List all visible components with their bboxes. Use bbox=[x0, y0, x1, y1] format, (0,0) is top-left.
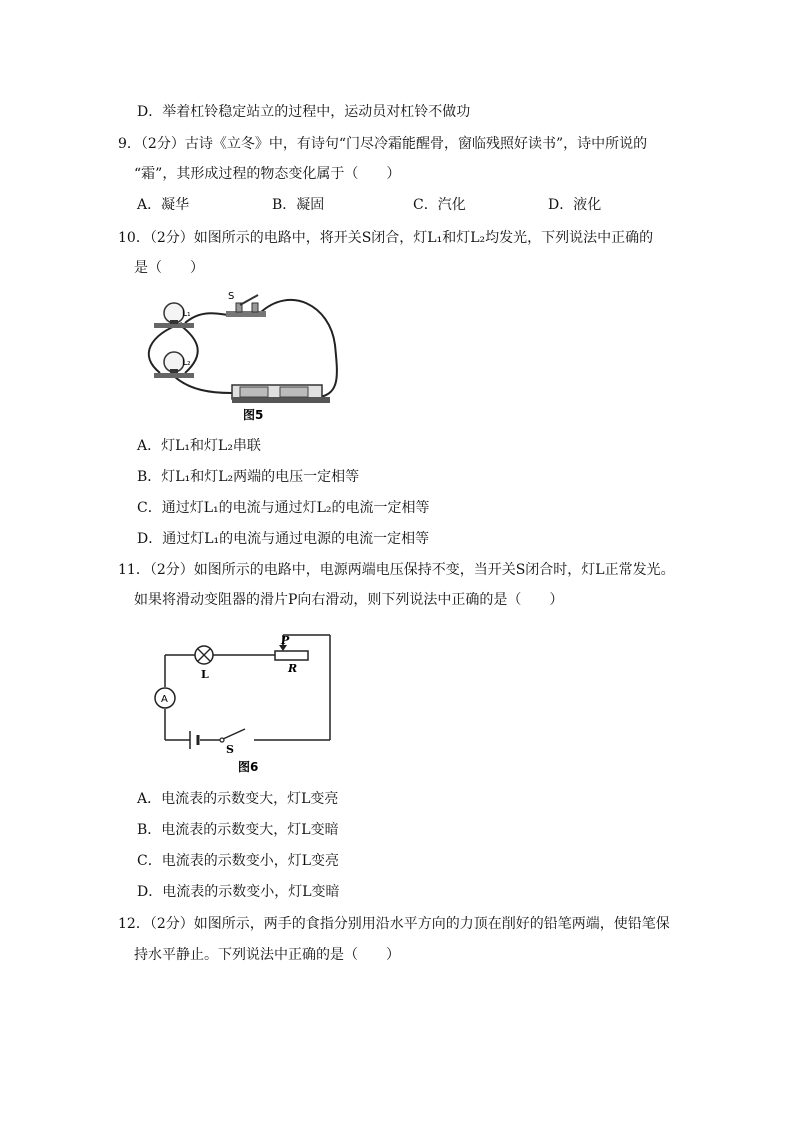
q10-option-c: C．通过灯L₁的电流与通过灯L₂的电流一定相等 bbox=[137, 500, 430, 516]
q10-option-d: D．通过灯L₁的电流与通过电源的电流一定相等 bbox=[137, 531, 430, 547]
q10-stem-line1: 10．（2分）如图所示的电路中，将开关S闭合，灯L₁和灯L₂均发光，下列说法中正确的 bbox=[118, 230, 654, 246]
figure-5-label-s: S bbox=[228, 291, 235, 302]
figure-6-label-p: P bbox=[281, 634, 290, 647]
q11-stem-line2: 如果将滑动变阻器的滑片P向右滑动，则下列说法中正确的是（ ） bbox=[134, 592, 564, 608]
q12-stem-line1: 12．（2分）如图所示，两手的食指分别用沿水平方向的力顶在削好的铅笔两端，使铅笔保 bbox=[118, 916, 670, 932]
figure-6-label-l: L bbox=[201, 668, 209, 681]
figure-5-label-l1: L₁ bbox=[182, 309, 191, 319]
figure-6-label-a: A bbox=[161, 694, 168, 705]
q10-stem-line2: 是（ ） bbox=[134, 260, 204, 276]
q11-option-d: D．电流表的示数变小，灯L变暗 bbox=[137, 884, 340, 900]
figure-5-caption: 图5 bbox=[243, 408, 264, 422]
q11-stem-line1: 11．（2分）如图所示的电路中，电源两端电压保持不变，当开关S闭合时，灯L正常发光。 bbox=[118, 562, 675, 578]
switch-s-base bbox=[226, 311, 266, 317]
figure-6-label-r: R bbox=[288, 662, 298, 675]
q10-option-b: B．灯L₁和灯L₂两端的电压一定相等 bbox=[137, 469, 360, 485]
figure-5-parallel-circuit bbox=[140, 285, 345, 425]
q11-option-a: A．电流表的示数变大，灯L变亮 bbox=[137, 791, 339, 807]
q9-option-b: B．凝固 bbox=[272, 197, 325, 213]
figure-5-label-l2: L₂ bbox=[182, 358, 191, 368]
q9-stem-line2: “霜”，其形成过程的物态变化属于（ ） bbox=[134, 166, 401, 182]
q9-option-c: C．汽化 bbox=[413, 197, 466, 213]
q11-option-c: C．电流表的示数变小，灯L变亮 bbox=[137, 853, 340, 869]
q10-option-a: A．灯L₁和灯L₂串联 bbox=[137, 438, 261, 454]
q12-stem-line2: 持水平静止。下列说法中正确的是（ ） bbox=[134, 947, 400, 963]
figure-6-label-s: S bbox=[226, 743, 234, 756]
q9-stem-line1: 9．（2分）古诗《立冬》中，有诗句“门尽冷霜能醒骨，窗临残照好读书”，诗中所说的 bbox=[118, 136, 648, 152]
rheostat-r bbox=[275, 651, 308, 660]
q9-option-d: D．液化 bbox=[548, 197, 602, 213]
lamp-l2-base bbox=[154, 373, 194, 378]
q8-option-d: D．举着杠铃稳定站立的过程中，运动员对杠铃不做功 bbox=[137, 104, 471, 120]
figure-6-rheostat-circuit bbox=[150, 625, 335, 777]
figure-6-caption: 图6 bbox=[238, 760, 259, 774]
q9-option-a: A．凝华 bbox=[137, 197, 190, 213]
q11-option-b: B．电流表的示数变大，灯L变暗 bbox=[137, 822, 339, 838]
